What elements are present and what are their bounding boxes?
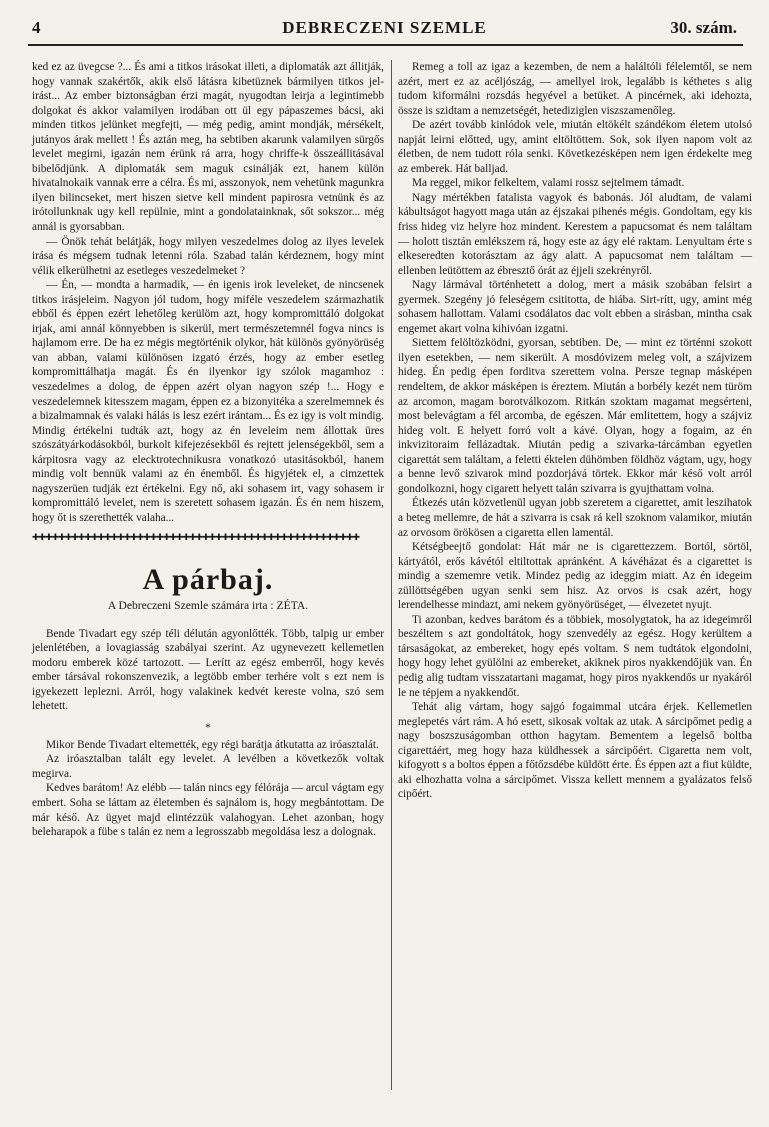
paragraph: Mikor Bende Tivadart eltemették, egy régi barátja átkutatta az iróasztalát. — [46, 738, 379, 751]
page-header — [0, 18, 769, 46]
paragraph: Kedves barátom! Az elébb — talán nincs egy félórája — arcul vágtam egy embert. Soha se láttam az életemben és sajnálom is, hogy megbántottam. De már késő. Az ügyet majd elintézzük valahogyan. Lehet azonban, hogy beleharapok a fübe s talán ez nem a legrosszabb megoldása lesz a dolognak. — [32, 782, 384, 839]
paragraph: Tehát alig vártam, hogy sajgó fogaimmal utcára érjek. Kellemetlen meglepetés várt rám. A hó esett, sikosak voltak az utak. A sárcipőmet pedig a nagy boszszuságomban otthon hagytam. Bementem a legelső boltba cigarettáért, meg hogy haza küldhessek a sárcipőért. Cigaretta nem volt, kifogyott s a boltos éppen a főtőzsdébe küldött érte. És éppen azt a fiut küldte, aki elhozhatta volna a sárcipőmet. Vissza kellett mennem a gyalázatos felső cipőért. — [398, 701, 752, 801]
paragraph: Bende Tivadart egy szép téli délután agyonlőtték. Több, talpig ur ember jelenlétében, a lovagiasság szabályai szerint. Az ugynevezett kellemetlen modoru emberek közé tartozott. — Lerítt az egész emberről, hogy kevés ember társával rokonszenvezik, a legtöbb ember terhére volt s ezt nem is igyekezett leplezni. Arról, hogy valakinek kedvét kereste volna, szó sem lehetett. — [32, 627, 384, 713]
ornament-divider: ✚✚✚✚✚✚✚✚✚✚✚✚✚✚✚✚✚✚✚✚✚✚✚✚✚✚✚✚✚✚✚✚✚✚✚✚✚✚✚✚✚✚✚✚✚✚✚✚✚✚ — [32, 531, 360, 542]
paragraph: — Önök tehát belátják, hogy milyen veszedelmes dolog az ilyes levelek irása és mégsem tudnak letenni róla. Szabad talán kérdeznem, hogy mint vélik elkerülhetni az esetleges veszedelmeket ? — [32, 235, 384, 277]
article-title: A párbaj. — [142, 562, 274, 596]
left-column — [32, 60, 384, 840]
section-separator: * — [205, 721, 211, 734]
page-number: 4 — [32, 18, 41, 37]
header-rule — [28, 44, 743, 46]
paragraph: Ma reggel, mikor felkeltem, valami rossz sejtelmem támadt. — [412, 177, 685, 190]
article-subtitle: A Debreczeni Szemle számára irta : ZÉTA. — [107, 598, 309, 612]
issue-number: 30. szám. — [670, 18, 737, 37]
paragraph: Remeg a toll az igaz a kezemben, de nem a haláltóli félelemtől, se nem azért, mert ez az acéljószág, — amellyel irok, legalább is kéthetes s alig tudom kiformálni rozsdás hegyével a betüket. A pincérnek, aki idehozta, össze is szidtam a nemzetségét, hetediziglen viszszamenőleg. — [398, 61, 752, 117]
paragraph: — Én, — mondta a harmadik, — én igenis irok leveleket, de nincsenek titkos irásjeleim. Nagyon jól tudom, hogy miféle veszedelem származhatik ebből és éppen ezért lehetőleg kerülöm azt, hogy kompromittáló dolgokat irjak, ami annál könnyebben is sikerül, mert természetemnél fogva nincs is hajlamom erre. De ha ez mégis megtörténik olykor, hát különös gyönyörüség van abban, valami különösen izgató érzés, hogy az ember esetleg kompromittálhatja magát. És én ilyenkor igy szólok magamhoz : veszedelmes a dolog, de éppen azért olyan nagyon szép !... Hogy e veszedelemnek kitesszem magam, éppen ez a bizonyitéka a szerelmemnek és a bizalmamnak és valaki hálás is lesz ezért irántam... És ez igy is volt mindig. Mindig értékelni tudták azt, hogy az én leveleim nem állottak üres szószátyárkodásokból, burkolt kifejezésekből és rejtett jelenségekből, sem a kárpitosra vagy az elecktrotechnikusra vonatkozó utasitásokból, hanem mindig volt bennük valami az én énemből. És higyjétek el, a cimzettek nagyszerüen tudják ezt értékelni. Egy nő, aki sohasem irt, vagy sohasem ir kompromittáló levelet, nem is szeretett sohasem igazán. És én nem hiszem, hogy őt is szerethették valaha... — [32, 279, 384, 524]
paragraph: ked ez az üvegcse ?... És ami a titkos irásokat illeti, a diplomaták azt állitják, hogy vannak szakértők, akik első látásra kibetüznek bármilyen titkos jel-irást... Az ember biztonságban érzi magát, nyugodtan leirja a legintimebb dolgokat és akkor valamilyen irodában ott ül egy pápaszemes bácsi, aki minden titkos jelünket megfejti, — még pedig, amint mondják, mérsékelt, jutányos árak mellett ! És aztán meg, ha sebtiben akarunk valamilyen sürgős levelet megirni, igazán nem érünk rá arra, hogy chriffe-k összeállitásával bibelődjünk. A diplomaták sem maguk csinálják ezt, hanem külön hivatalnokaik vannak erre a célra. És mi, asszonyok, nem vehetünk magunkra ilyen bilincseket, mert hiszen sietve kell mindent papirosra vetnünk és az irótollunknak ugy kell repülnie, mint a gondolatainknak, sőt sokszor... még annál is gyorsabban. — [32, 61, 384, 234]
paragraph: Siettem felöltözködni, gyorsan, sebtiben. De, — mint ez történni szokott ilyen esetekben, — nem sikerült. A mosdóvizem meleg volt, a szájvizem hideg. Én pedig épen forditva szerettem volna. Persze tegnap másképen rendeltem, de akkor másképen is éreztem. Miután a borbély kezét nem türöm az arcomon, magam borotválkozom. Ritkán szoktam magamat megsérteni, most belevágtam a fél arcomba, de egészen. Már emlitettem, hogy a szájviz hideg volt. E helyett forró volt a kávé. Olyan, hogy a fogaim, az én inkvizitoraim fellázadtak. Miután pedig a szivarka-tárcámban egyetlen cigarettát sem találtam, a feletti éktelen dühömben földhöz vágtam, ugy, hogy a benne levő szivarok mind pozdorjává törtek. Ekkor már késő volt arról gondolkozni, hogy cigarett helyett talán szivarra is gyujthattam volna. — [398, 337, 752, 495]
paragraph: Nagy mértékben fatalista vagyok és babonás. Jól aludtam, de valami kábultságot hagyott maga után az éjszakai pihenés mégis. Gondoltam, egy kis friss hideg viz helyre hoz mindent. Kerestem a papucsomat és nem találtam — holott tisztán emlékszem rá, hogy este az ágy elé raktam. Lenyultam érte s elkeseredten kotorásztam az ágy alatt. A papucsomat nem találtam — ellenben leütöttem az ébresztő órát az éjjeli szekrényről. — [398, 191, 752, 277]
paragraph: Ti azonban, kedves barátom és a többiek, mosolygtatok, ha az idegeimről beszéltem s azt gondoltátok, hogy szenvedély az egész. Hogy kerültem a társaságokat, az embereket, hogy epés voltam. S nem tudtátok elgondolni, hogy hogy lehet gyülölni az embereket, akiknek piros nyakkendőjük van. Én pedig alig tudtam visszatartani magamat, hogy piros nyakkendős ur nyakáról le ne tépjem a nyakkendőt. — [398, 613, 752, 699]
paragraph: Kétségbeejtő gondolat: Hát már ne is cigarettezzem. Bortól, sörtöl, kártyától, erős kávétól eltiltottak apránként. A kávéházat és a cigarettet is mindig a szememre vetik. Mindez pedig az ideggim miatt. Az én idegeim züllöttségében ugyan senki sem hisz. Az orvos is csak azért, hogy lerendelhesse mindazt, ami nekem gyönyörüséget, — élvezetet nyujt. — [398, 541, 752, 612]
right-column — [398, 60, 752, 802]
column-divider — [391, 60, 392, 1090]
paragraph: Étkezés után közvetlenül ugyan jobb szeretem a cigarettet, amit leszihatok a beteg mellemre, de hát a szivarra is csak rá kell szoknom valamikor, miután az orvosom örökösen a cigaretta ellen lamentál. — [398, 497, 752, 539]
paragraph: Az iróasztalban talált egy levelet. A levélben a következők voltak megirva. — [32, 753, 384, 780]
paragraph: Nagy lármával történhetett a dolog, mert a másik szobában felsirt a gyermek. Szegény jó feleségem csititotta, de hiába. Sirt-rítt, ugy, amint még sohasem hallottam. Valami csodálatos dac volt ebben a sirásban, mintha csak engemet akart volna kihivóan izgatni. — [398, 279, 752, 335]
journal-title: DEBRECZENI SZEMLE — [282, 18, 487, 37]
paragraph: De azért tovább kinlódok vele, miután eltökélt szándékom életem utolsó napját leirni előtted, ugy, amint eltöltöttem. Sok, sok ilyen napom volt az életben, de nem tudott róla senki. Következésképen nem igen érdekelte meg az emberek. Hát balljad. — [398, 119, 752, 175]
